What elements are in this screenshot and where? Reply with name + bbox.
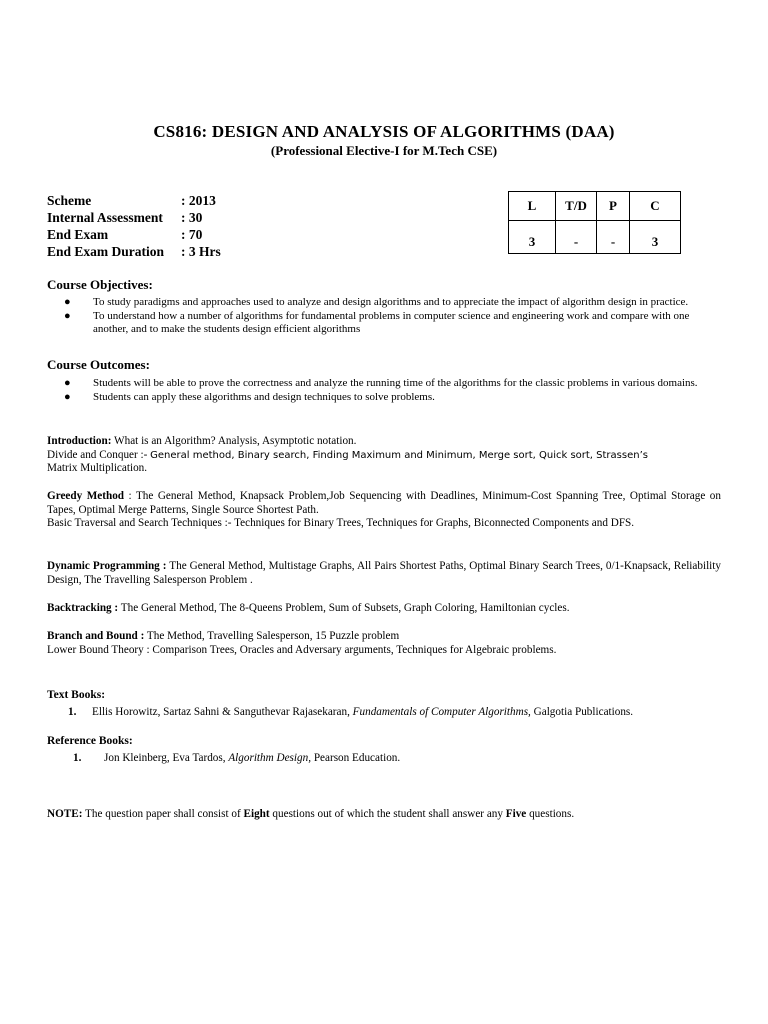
outcomes-heading: Course Outcomes: bbox=[47, 357, 150, 372]
ltp-header-row bbox=[509, 192, 681, 221]
bullet-icon: ● bbox=[64, 296, 71, 308]
ltp-header-cell: C bbox=[630, 192, 681, 221]
unit-branch-and-bound bbox=[47, 630, 721, 657]
objectives-list bbox=[64, 296, 724, 337]
unit-text: : The General Method, Knapsack Problem,Job Sequencing with Deadlines, Minimum-Cost Spanning Tree, Optimal Storage on Tapes, Optimal Merge Patterns, Single Source Shortest Path. bbox=[47, 490, 721, 516]
text-book-item bbox=[68, 705, 633, 719]
course-title: CS816: DESIGN AND ANALYSIS OF ALGORITHMS (DAA) bbox=[153, 122, 615, 141]
list-number: 1. bbox=[68, 706, 77, 718]
course-subtitle: (Professional Elective-I for M.Tech CSE) bbox=[270, 143, 498, 158]
bullet-icon: ● bbox=[64, 390, 71, 403]
scheme-value: : 2013 bbox=[181, 193, 216, 208]
text-books-heading: Text Books: bbox=[47, 689, 106, 701]
list-number: 1. bbox=[73, 752, 82, 764]
unit-text: The General Method, The 8-Queens Problem, Sum of Subsets, Graph Coloring, Hamiltonian cycles. bbox=[118, 602, 570, 614]
objective-text: To study paradigms and approaches used to analyze and design algorithms and to appreciate the impact of algorithm design in practice. bbox=[93, 296, 689, 308]
ltp-header-cell: L bbox=[509, 192, 556, 221]
unit-text: The Method, Travelling Salesperson, 15 Puzzle problem bbox=[144, 630, 400, 642]
list-item bbox=[64, 391, 724, 405]
unit-text: Lower Bound Theory : Comparison Trees, Oracles and Adversary arguments, Techniques for Algebraic problems. bbox=[47, 643, 557, 656]
unit-topics: General method, Binary search, Finding Maximum and Minimum, Merge sort, Quick sort, Strassen’s bbox=[150, 449, 648, 461]
ltp-value-cell: - bbox=[597, 221, 630, 254]
outcomes-list bbox=[64, 377, 724, 404]
note-emphasis: Five bbox=[505, 808, 527, 820]
scheme-row bbox=[47, 226, 221, 243]
list-item bbox=[64, 296, 724, 310]
list-item bbox=[64, 377, 724, 391]
ltp-value-cell: 3 bbox=[509, 221, 556, 254]
unit-greedy bbox=[47, 490, 721, 531]
note-emphasis: Eight bbox=[243, 808, 270, 820]
unit-backtracking bbox=[47, 602, 721, 616]
bullet-icon: ● bbox=[64, 377, 71, 389]
ltp-header-cell: P bbox=[597, 192, 630, 221]
note-text: The question paper shall consist of bbox=[82, 808, 244, 820]
unit-label: Introduction: bbox=[47, 435, 112, 447]
scheme-row bbox=[47, 243, 221, 260]
scheme-details bbox=[47, 192, 221, 260]
objectives-heading: Course Objectives: bbox=[47, 277, 153, 292]
note-text: questions. bbox=[526, 808, 575, 820]
unit-label: Branch and Bound : bbox=[47, 630, 145, 642]
outcome-text: Students can apply these algorithms and design techniques to solve problems. bbox=[93, 390, 435, 403]
book-title: Fundamentals of Computer Algorithms, bbox=[352, 706, 531, 718]
unit-label: Dynamic Programming : bbox=[47, 560, 167, 572]
scheme-row bbox=[47, 192, 221, 209]
ltp-value-cell: - bbox=[556, 221, 597, 254]
unit-label: Backtracking : bbox=[47, 602, 119, 614]
unit-text: What is an Algorithm? Analysis, Asymptotic notation. bbox=[111, 435, 357, 447]
reference-book-item bbox=[73, 751, 400, 765]
scheme-key: End Exam Duration bbox=[47, 244, 165, 259]
ltp-credits-table bbox=[508, 191, 681, 254]
unit-text: Basic Traversal and Search Techniques :- Techniques for Binary Trees, Techniques for Graphs, Biconnected Components and DFS. bbox=[47, 517, 635, 529]
note-text: questions out of which the student shall answer any bbox=[269, 808, 506, 820]
scheme-value: : 70 bbox=[181, 227, 203, 242]
book-authors: Ellis Horowitz, Sartaz Sahni & Sanguthevar Rajasekaran, bbox=[92, 706, 353, 718]
unit-label: Divide and Conquer :- bbox=[47, 448, 151, 461]
book-publisher: Galgotia Publications. bbox=[530, 706, 634, 718]
exam-note bbox=[47, 807, 574, 821]
unit-label: Greedy Method bbox=[47, 490, 125, 502]
reference-books-heading: Reference Books: bbox=[47, 735, 133, 747]
note-label: NOTE: bbox=[47, 808, 83, 820]
book-publisher: Pearson Education. bbox=[311, 752, 401, 764]
unit-dynamic-programming bbox=[47, 560, 721, 587]
book-title: Algorithm Design, bbox=[228, 752, 312, 764]
unit-text: The General Method, Multistage Graphs, All Pairs Shortest Paths, Optimal Binary Search Trees, 0/1-Knapsack, Reliability Design, The Travelling Salesperson Problem . bbox=[47, 560, 721, 586]
scheme-key: End Exam bbox=[47, 227, 109, 242]
bullet-icon: ● bbox=[64, 309, 71, 322]
scheme-row bbox=[47, 209, 221, 226]
ltp-value-cell: 3 bbox=[630, 221, 681, 254]
unit-text: Matrix Multiplication. bbox=[47, 462, 148, 474]
scheme-key: Scheme bbox=[47, 193, 92, 208]
ltp-value-row bbox=[509, 221, 681, 254]
outcome-text: Students will be able to prove the correctness and analyze the running time of the algorithms for the classic problems in various domains. bbox=[93, 377, 698, 389]
ltp-header-cell: T/D bbox=[556, 192, 597, 221]
scheme-key: Internal Assessment bbox=[47, 210, 163, 225]
scheme-value: : 3 Hrs bbox=[181, 244, 221, 259]
objective-text: To understand how a number of algorithms for fundamental problems in computer science and engineering work and compare with one another, and to make the students design efficient algorithms bbox=[93, 309, 690, 335]
scheme-value: : 30 bbox=[181, 210, 203, 225]
list-item bbox=[64, 310, 724, 337]
book-authors: Jon Kleinberg, Eva Tardos, bbox=[104, 752, 229, 764]
unit-introduction bbox=[47, 435, 721, 476]
